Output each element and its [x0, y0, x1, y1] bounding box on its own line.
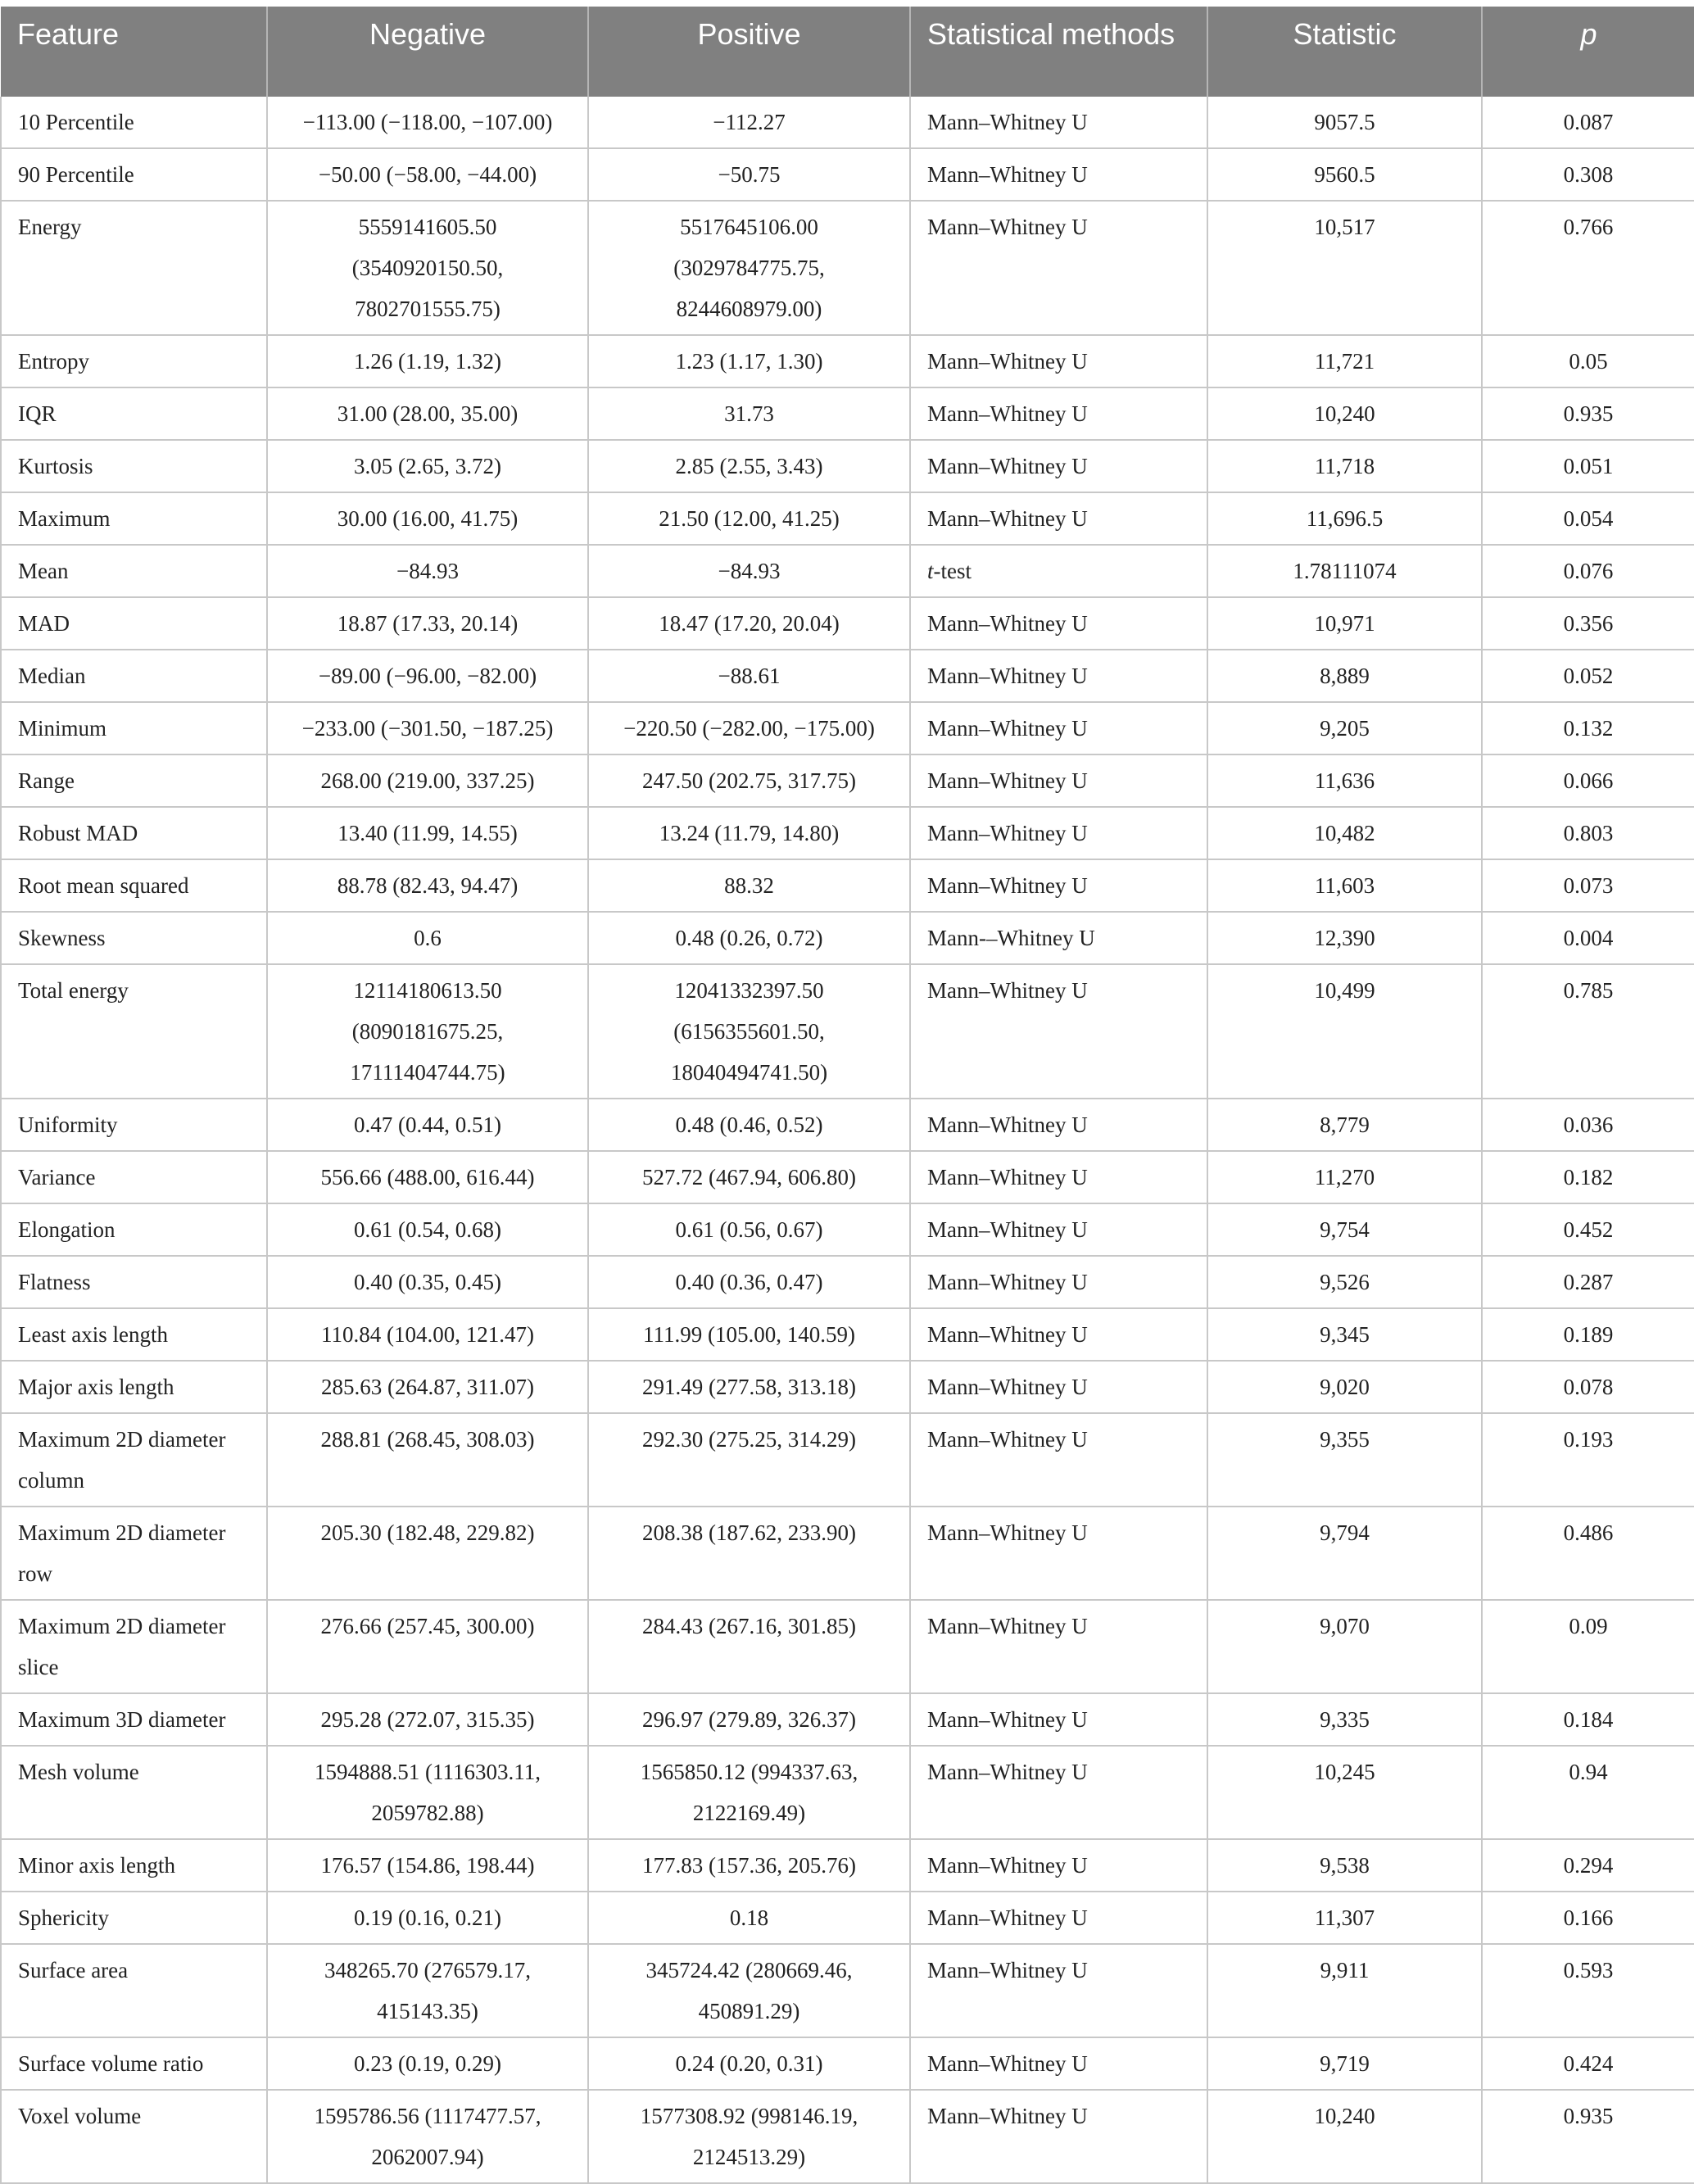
cell-statistic: 12,390: [1207, 912, 1482, 964]
cell-positive: 0.61 (0.56, 0.67): [588, 1203, 910, 1256]
cell-negative: 3.05 (2.65, 3.72): [267, 440, 588, 492]
cell-negative: −89.00 (−96.00, −82.00): [267, 650, 588, 702]
cell-method: Mann–Whitney U: [910, 2090, 1207, 2183]
cell-positive: 13.24 (11.79, 14.80): [588, 807, 910, 859]
cell-positive: 284.43 (267.16, 301.85): [588, 1600, 910, 1693]
cell-p-value: 0.184: [1482, 1693, 1694, 1746]
cell-negative: 88.78 (82.43, 94.47): [267, 859, 588, 912]
cell-method: Mann–Whitney U: [910, 1507, 1207, 1600]
cell-p-value: 0.486: [1482, 1507, 1694, 1600]
table-row: [1, 1839, 1694, 1892]
cell-feature: Robust MAD: [1, 807, 267, 859]
cell-method: Mann–Whitney U: [910, 2037, 1207, 2090]
cell-positive: 247.50 (202.75, 317.75): [588, 754, 910, 807]
table-row: [1, 440, 1694, 492]
cell-method: Mann-–Whitney U: [910, 912, 1207, 964]
cell-positive: 0.40 (0.36, 0.47): [588, 1256, 910, 1308]
cell-positive: 345724.42 (280669.46, 450891.29): [588, 1944, 910, 2037]
cell-method: Mann–Whitney U: [910, 1151, 1207, 1203]
cell-statistic: 9057.5: [1207, 97, 1482, 148]
table-row: [1, 754, 1694, 807]
cell-statistic: 11,718: [1207, 440, 1482, 492]
cell-feature: Energy: [1, 201, 267, 335]
cell-method: Mann–Whitney U: [910, 148, 1207, 201]
cell-statistic: 11,603: [1207, 859, 1482, 912]
table-row: [1, 2090, 1694, 2183]
header-statistic: Statistic: [1207, 7, 1482, 97]
cell-feature: 90 Percentile: [1, 148, 267, 201]
cell-statistic: 10,240: [1207, 387, 1482, 440]
method-t-italic: t: [927, 559, 934, 583]
table-row: [1, 492, 1694, 545]
cell-p-value: 0.132: [1482, 702, 1694, 754]
cell-negative: −84.93: [267, 545, 588, 597]
cell-positive: −50.75: [588, 148, 910, 201]
cell-p-value: 0.193: [1482, 1413, 1694, 1507]
header-positive: Positive: [588, 7, 910, 97]
cell-p-value: 0.05: [1482, 335, 1694, 387]
table-row: [1, 1256, 1694, 1308]
cell-feature: Total energy: [1, 964, 267, 1099]
cell-negative: 0.23 (0.19, 0.29): [267, 2037, 588, 2090]
table-row: [1, 597, 1694, 650]
cell-negative: 205.30 (182.48, 229.82): [267, 1507, 588, 1600]
cell-negative: 1595786.56 (1117477.57, 2062007.94): [267, 2090, 588, 2183]
cell-positive: −112.27: [588, 97, 910, 148]
cell-negative: 268.00 (219.00, 337.25): [267, 754, 588, 807]
cell-statistic: 9,719: [1207, 2037, 1482, 2090]
cell-negative: 285.63 (264.87, 311.07): [267, 1361, 588, 1413]
cell-negative: 0.19 (0.16, 0.21): [267, 1892, 588, 1944]
table-row: [1, 2037, 1694, 2090]
cell-positive: 1565850.12 (994337.63, 2122169.49): [588, 1746, 910, 1839]
table-row: [1, 1746, 1694, 1839]
header-statistical-methods: Statistical methods: [910, 7, 1207, 97]
cell-negative: 1.26 (1.19, 1.32): [267, 335, 588, 387]
cell-statistic: 11,696.5: [1207, 492, 1482, 545]
cell-statistic: 9,754: [1207, 1203, 1482, 1256]
cell-negative: 18.87 (17.33, 20.14): [267, 597, 588, 650]
cell-feature: Minor axis length: [1, 1839, 267, 1892]
cell-positive: 88.32: [588, 859, 910, 912]
table-row: [1, 702, 1694, 754]
results-table-container: [0, 7, 1694, 2184]
cell-p-value: 0.593: [1482, 1944, 1694, 2037]
cell-method: Mann–Whitney U: [910, 387, 1207, 440]
cell-statistic: 9,794: [1207, 1507, 1482, 1600]
cell-feature: IQR: [1, 387, 267, 440]
table-row: [1, 387, 1694, 440]
cell-p-value: 0.294: [1482, 1839, 1694, 1892]
table-row: [1, 859, 1694, 912]
table-row: [1, 1892, 1694, 1944]
cell-positive: −88.61: [588, 650, 910, 702]
cell-feature: Maximum 2D diameter column: [1, 1413, 267, 1507]
cell-method: Mann–Whitney U: [910, 1099, 1207, 1151]
cell-statistic: 11,270: [1207, 1151, 1482, 1203]
cell-p-value: 0.189: [1482, 1308, 1694, 1361]
cell-method: [910, 545, 1207, 597]
cell-p-value: 0.766: [1482, 201, 1694, 335]
cell-positive: 177.83 (157.36, 205.76): [588, 1839, 910, 1892]
cell-feature: Maximum 2D diameter row: [1, 1507, 267, 1600]
cell-method: Mann–Whitney U: [910, 1256, 1207, 1308]
cell-statistic: 9,355: [1207, 1413, 1482, 1507]
cell-method: Mann–Whitney U: [910, 1944, 1207, 2037]
cell-positive: 18.47 (17.20, 20.04): [588, 597, 910, 650]
cell-feature: Uniformity: [1, 1099, 267, 1151]
cell-statistic: 9,335: [1207, 1693, 1482, 1746]
cell-method: Mann–Whitney U: [910, 97, 1207, 148]
cell-negative: −50.00 (−58.00, −44.00): [267, 148, 588, 201]
table-row: [1, 335, 1694, 387]
cell-method: Mann–Whitney U: [910, 650, 1207, 702]
header-feature: Feature: [1, 7, 267, 97]
cell-p-value: 0.356: [1482, 597, 1694, 650]
cell-p-value: 0.051: [1482, 440, 1694, 492]
cell-positive: 208.38 (187.62, 233.90): [588, 1507, 910, 1600]
cell-p-value: 0.166: [1482, 1892, 1694, 1944]
cell-negative: 348265.70 (276579.17, 415143.35): [267, 1944, 588, 2037]
cell-p-value: 0.073: [1482, 859, 1694, 912]
cell-negative: 12114180613.50 (8090181675.25, 17111404744.75): [267, 964, 588, 1099]
cell-method: Mann–Whitney U: [910, 1892, 1207, 1944]
cell-statistic: 11,636: [1207, 754, 1482, 807]
cell-feature: MAD: [1, 597, 267, 650]
header-negative: Negative: [267, 7, 588, 97]
cell-statistic: 8,889: [1207, 650, 1482, 702]
cell-p-value: 0.004: [1482, 912, 1694, 964]
cell-negative: 0.47 (0.44, 0.51): [267, 1099, 588, 1151]
cell-feature: Least axis length: [1, 1308, 267, 1361]
cell-statistic: 9,538: [1207, 1839, 1482, 1892]
cell-p-value: 0.182: [1482, 1151, 1694, 1203]
cell-feature: Flatness: [1, 1256, 267, 1308]
cell-feature: Minimum: [1, 702, 267, 754]
cell-statistic: 9,205: [1207, 702, 1482, 754]
cell-positive: 291.49 (277.58, 313.18): [588, 1361, 910, 1413]
cell-feature: Skewness: [1, 912, 267, 964]
table-row: [1, 1308, 1694, 1361]
cell-p-value: 0.036: [1482, 1099, 1694, 1151]
cell-statistic: 9560.5: [1207, 148, 1482, 201]
table-header-row: [1, 7, 1694, 97]
cell-positive: 1.23 (1.17, 1.30): [588, 335, 910, 387]
cell-method: Mann–Whitney U: [910, 1839, 1207, 1892]
cell-method: Mann–Whitney U: [910, 964, 1207, 1099]
cell-statistic: 10,240: [1207, 2090, 1482, 2183]
cell-negative: 288.81 (268.45, 308.03): [267, 1413, 588, 1507]
cell-method: Mann–Whitney U: [910, 807, 1207, 859]
cell-negative: 556.66 (488.00, 616.44): [267, 1151, 588, 1203]
feature-comparison-table: [0, 7, 1694, 2184]
cell-statistic: 9,345: [1207, 1308, 1482, 1361]
cell-p-value: 0.935: [1482, 2090, 1694, 2183]
cell-negative: 176.57 (154.86, 198.44): [267, 1839, 588, 1892]
table-row: [1, 964, 1694, 1099]
cell-feature: Entropy: [1, 335, 267, 387]
table-row: [1, 807, 1694, 859]
cell-method: Mann–Whitney U: [910, 440, 1207, 492]
table-row: [1, 1099, 1694, 1151]
cell-method: Mann–Whitney U: [910, 859, 1207, 912]
cell-feature: Major axis length: [1, 1361, 267, 1413]
cell-feature: Maximum 2D diameter slice: [1, 1600, 267, 1693]
cell-method: Mann–Whitney U: [910, 1693, 1207, 1746]
cell-positive: 21.50 (12.00, 41.25): [588, 492, 910, 545]
cell-negative: 13.40 (11.99, 14.55): [267, 807, 588, 859]
cell-negative: 110.84 (104.00, 121.47): [267, 1308, 588, 1361]
cell-p-value: 0.94: [1482, 1746, 1694, 1839]
cell-statistic: 10,499: [1207, 964, 1482, 1099]
cell-statistic: 9,020: [1207, 1361, 1482, 1413]
cell-statistic: 9,911: [1207, 1944, 1482, 2037]
cell-statistic: 10,245: [1207, 1746, 1482, 1839]
table-row: [1, 1507, 1694, 1600]
cell-negative: 30.00 (16.00, 41.75): [267, 492, 588, 545]
cell-p-value: 0.287: [1482, 1256, 1694, 1308]
cell-method: Mann–Whitney U: [910, 492, 1207, 545]
cell-p-value: 0.076: [1482, 545, 1694, 597]
table-row: [1, 148, 1694, 201]
cell-positive: 31.73: [588, 387, 910, 440]
cell-positive: 2.85 (2.55, 3.43): [588, 440, 910, 492]
table-row: [1, 1693, 1694, 1746]
cell-p-value: 0.308: [1482, 148, 1694, 201]
cell-p-value: 0.054: [1482, 492, 1694, 545]
cell-p-value: 0.785: [1482, 964, 1694, 1099]
table-row: [1, 1413, 1694, 1507]
cell-feature: Surface area: [1, 1944, 267, 2037]
cell-feature: Kurtosis: [1, 440, 267, 492]
cell-feature: Maximum 3D diameter: [1, 1693, 267, 1746]
cell-feature: Sphericity: [1, 1892, 267, 1944]
cell-feature: Voxel volume: [1, 2090, 267, 2183]
cell-negative: 31.00 (28.00, 35.00): [267, 387, 588, 440]
cell-negative: 1594888.51 (1116303.11, 2059782.88): [267, 1746, 588, 1839]
cell-method: Mann–Whitney U: [910, 754, 1207, 807]
cell-positive: 0.48 (0.46, 0.52): [588, 1099, 910, 1151]
header-p-value: p: [1482, 7, 1694, 97]
cell-positive: 111.99 (105.00, 140.59): [588, 1308, 910, 1361]
cell-feature: Maximum: [1, 492, 267, 545]
cell-statistic: 8,779: [1207, 1099, 1482, 1151]
cell-feature: Surface volume ratio: [1, 2037, 267, 2090]
cell-negative: 5559141605.50 (3540920150.50, 7802701555.75): [267, 201, 588, 335]
table-row: [1, 1203, 1694, 1256]
cell-method: Mann–Whitney U: [910, 702, 1207, 754]
cell-positive: −84.93: [588, 545, 910, 597]
cell-p-value: 0.803: [1482, 807, 1694, 859]
cell-statistic: 1.78111074: [1207, 545, 1482, 597]
cell-statistic: 11,307: [1207, 1892, 1482, 1944]
cell-feature: Root mean squared: [1, 859, 267, 912]
cell-p-value: 0.087: [1482, 97, 1694, 148]
cell-p-value: 0.078: [1482, 1361, 1694, 1413]
cell-positive: 0.48 (0.26, 0.72): [588, 912, 910, 964]
cell-statistic: 10,517: [1207, 201, 1482, 335]
cell-negative: 0.61 (0.54, 0.68): [267, 1203, 588, 1256]
cell-statistic: 9,070: [1207, 1600, 1482, 1693]
cell-method: Mann–Whitney U: [910, 1361, 1207, 1413]
cell-negative: 295.28 (272.07, 315.35): [267, 1693, 588, 1746]
cell-negative: 0.6: [267, 912, 588, 964]
cell-p-value: 0.935: [1482, 387, 1694, 440]
cell-positive: 0.18: [588, 1892, 910, 1944]
cell-statistic: 9,526: [1207, 1256, 1482, 1308]
table-row: [1, 1944, 1694, 2037]
cell-method: Mann–Whitney U: [910, 597, 1207, 650]
cell-statistic: 10,482: [1207, 807, 1482, 859]
cell-p-value: 0.052: [1482, 650, 1694, 702]
cell-positive: 527.72 (467.94, 606.80): [588, 1151, 910, 1203]
cell-positive: 12041332397.50 (6156355601.50, 18040494741.50): [588, 964, 910, 1099]
cell-negative: −113.00 (−118.00, −107.00): [267, 97, 588, 148]
cell-positive: 0.24 (0.20, 0.31): [588, 2037, 910, 2090]
cell-negative: 276.66 (257.45, 300.00): [267, 1600, 588, 1693]
cell-method: Mann–Whitney U: [910, 1308, 1207, 1361]
cell-negative: −233.00 (−301.50, −187.25): [267, 702, 588, 754]
cell-positive: 5517645106.00 (3029784775.75, 8244608979.00): [588, 201, 910, 335]
cell-method: Mann–Whitney U: [910, 335, 1207, 387]
table-row: [1, 650, 1694, 702]
cell-negative: 0.40 (0.35, 0.45): [267, 1256, 588, 1308]
table-row: [1, 1361, 1694, 1413]
table-row: [1, 1600, 1694, 1693]
cell-feature: Median: [1, 650, 267, 702]
table-row: [1, 912, 1694, 964]
table-row: [1, 545, 1694, 597]
cell-feature: Range: [1, 754, 267, 807]
cell-p-value: 0.452: [1482, 1203, 1694, 1256]
cell-method: Mann–Whitney U: [910, 1413, 1207, 1507]
cell-feature: 10 Percentile: [1, 97, 267, 148]
cell-feature: Elongation: [1, 1203, 267, 1256]
cell-method: Mann–Whitney U: [910, 201, 1207, 335]
cell-p-value: 0.066: [1482, 754, 1694, 807]
cell-feature: Mean: [1, 545, 267, 597]
cell-statistic: 10,971: [1207, 597, 1482, 650]
cell-positive: 1577308.92 (998146.19, 2124513.29): [588, 2090, 910, 2183]
table-row: [1, 201, 1694, 335]
table-row: [1, 97, 1694, 148]
cell-method: Mann–Whitney U: [910, 1600, 1207, 1693]
cell-positive: 296.97 (279.89, 326.37): [588, 1693, 910, 1746]
cell-method: Mann–Whitney U: [910, 1746, 1207, 1839]
cell-feature: Mesh volume: [1, 1746, 267, 1839]
cell-positive: −220.50 (−282.00, −175.00): [588, 702, 910, 754]
cell-positive: 292.30 (275.25, 314.29): [588, 1413, 910, 1507]
method-test-suffix: -test: [933, 559, 972, 583]
cell-method: Mann–Whitney U: [910, 1203, 1207, 1256]
cell-statistic: 11,721: [1207, 335, 1482, 387]
cell-p-value: 0.09: [1482, 1600, 1694, 1693]
table-row: [1, 1151, 1694, 1203]
cell-p-value: 0.424: [1482, 2037, 1694, 2090]
cell-feature: Variance: [1, 1151, 267, 1203]
